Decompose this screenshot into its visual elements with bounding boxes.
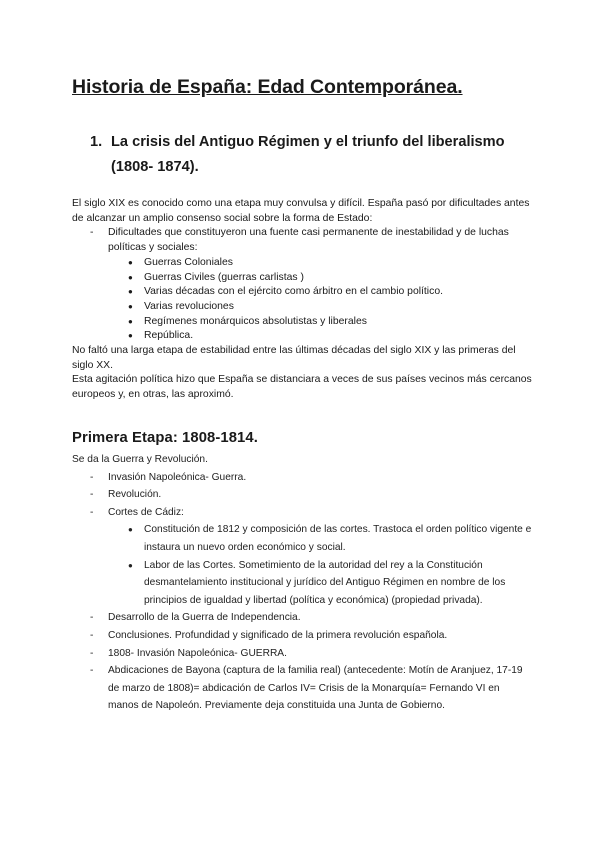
list-item [72, 315, 532, 330]
bullet-icon: ● [128, 331, 133, 341]
dash-item [72, 226, 532, 255]
dash-item [72, 504, 532, 522]
list-item-text: Regímenes monárquicos absolutistas y liberales [144, 315, 367, 327]
dash-marker: - [90, 489, 94, 501]
section-2-heading: Primera Etapa: 1808-1814. [72, 430, 258, 446]
list-item [72, 300, 532, 315]
dash-item-text: Dificultades que constituyeron una fuente casi permanente de inestabilidad y de luchas políticas y sociales: [108, 227, 509, 254]
dash-item-text: Revolución. [108, 489, 162, 501]
section-1-intro: El siglo XIX es conocido como una etapa muy convulsa y difícil. España pasó por dificultades antes de alcanzar un amplio consenso social sobre la forma de Estado: [72, 198, 530, 224]
section-1-number: 1. [90, 134, 103, 150]
dash-marker: - [90, 471, 94, 483]
dash-item [72, 486, 532, 504]
list-item-text: Guerras Civiles (guerras carlistas ) [144, 271, 304, 283]
list-item [72, 271, 532, 286]
list-item [72, 256, 532, 271]
list-item-text: República. [144, 330, 194, 342]
document-title: Historia de España: Edad Contemporánea. [72, 76, 463, 98]
list-item-text: Guerras Coloniales [144, 256, 233, 268]
dash-marker: - [90, 506, 94, 518]
list-item-text: Varias décadas con el ejército como árbitro en el cambio político. [144, 286, 443, 298]
dash-marker: - [90, 647, 94, 659]
list-item [72, 557, 532, 610]
list-item-text: Varias revoluciones [144, 300, 234, 312]
dash-marker: - [90, 227, 94, 239]
dash-item-text: Invasión Napoleónica- Guerra. [108, 471, 247, 483]
section-1-heading-text: La crisis del Antiguo Régimen y el triunfo del liberalismo (1808- 1874). [111, 134, 505, 175]
difficulties-list [72, 256, 532, 344]
bullet-icon: ● [128, 272, 133, 282]
dash-item-text: 1808- Invasión Napoleónica- GUERRA. [108, 647, 287, 659]
bullet-icon: ● [128, 525, 133, 535]
paragraph: Esta agitación política hizo que España se distanciara a veces de sus países vecinos más cercanos europeos y, en otras, las aproximó. [72, 374, 532, 401]
dash-item-text: Cortes de Cádiz: [108, 506, 184, 518]
dash-item-text: Abdicaciones de Bayona (captura de la familia real) (antecedente: Motín de Aranjuez, 17-19 de marzo de 1808)= abdicación de Carlos IV= Crisis de la Monarquía= Fernando VI en manos de Napoleón. Previamente deja constituida una Junta de Gobierno. [108, 665, 523, 712]
bullet-icon: ● [128, 301, 133, 311]
dash-marker: - [90, 612, 94, 624]
dash-item [72, 609, 532, 627]
dash-item [72, 469, 532, 487]
cortes-list [72, 521, 532, 609]
dash-item [72, 645, 532, 663]
list-item [72, 521, 532, 556]
bullet-icon: ● [128, 257, 133, 267]
list-item [72, 329, 532, 344]
list-item [72, 285, 532, 300]
dash-item-text: Desarrollo de la Guerra de Independencia. [108, 612, 301, 624]
section-2-intro: Se da la Guerra y Revolución. [72, 454, 208, 465]
paragraph: No faltó una larga etapa de estabilidad entre las últimas décadas del siglo XIX y las primeras del siglo XX. [72, 345, 516, 371]
bullet-icon: ● [128, 560, 133, 570]
list-item-text: Labor de las Cortes. Sometimiento de la autoridad del rey a la Constitución desmantelamiento institucional y jurídico del Antiguo Régimen en nombre de los principios de igualdad y libertad (política y económica) (propiedad privada). [144, 559, 506, 606]
section-1-body [72, 197, 532, 403]
dash-item-text: Conclusiones. Profundidad y significado de la primera revolución española. [108, 629, 448, 641]
list-item-text: Constitución de 1812 y composición de las cortes. Trastoca el orden político vigente e instaura un nuevo orden económico y social. [144, 524, 532, 553]
bullet-icon: ● [128, 287, 133, 297]
dash-marker: - [90, 665, 94, 677]
dash-marker: - [90, 629, 94, 641]
bullet-icon: ● [128, 316, 133, 326]
dash-item [72, 627, 532, 645]
dash-item [72, 662, 532, 715]
section-2-body [72, 451, 532, 715]
